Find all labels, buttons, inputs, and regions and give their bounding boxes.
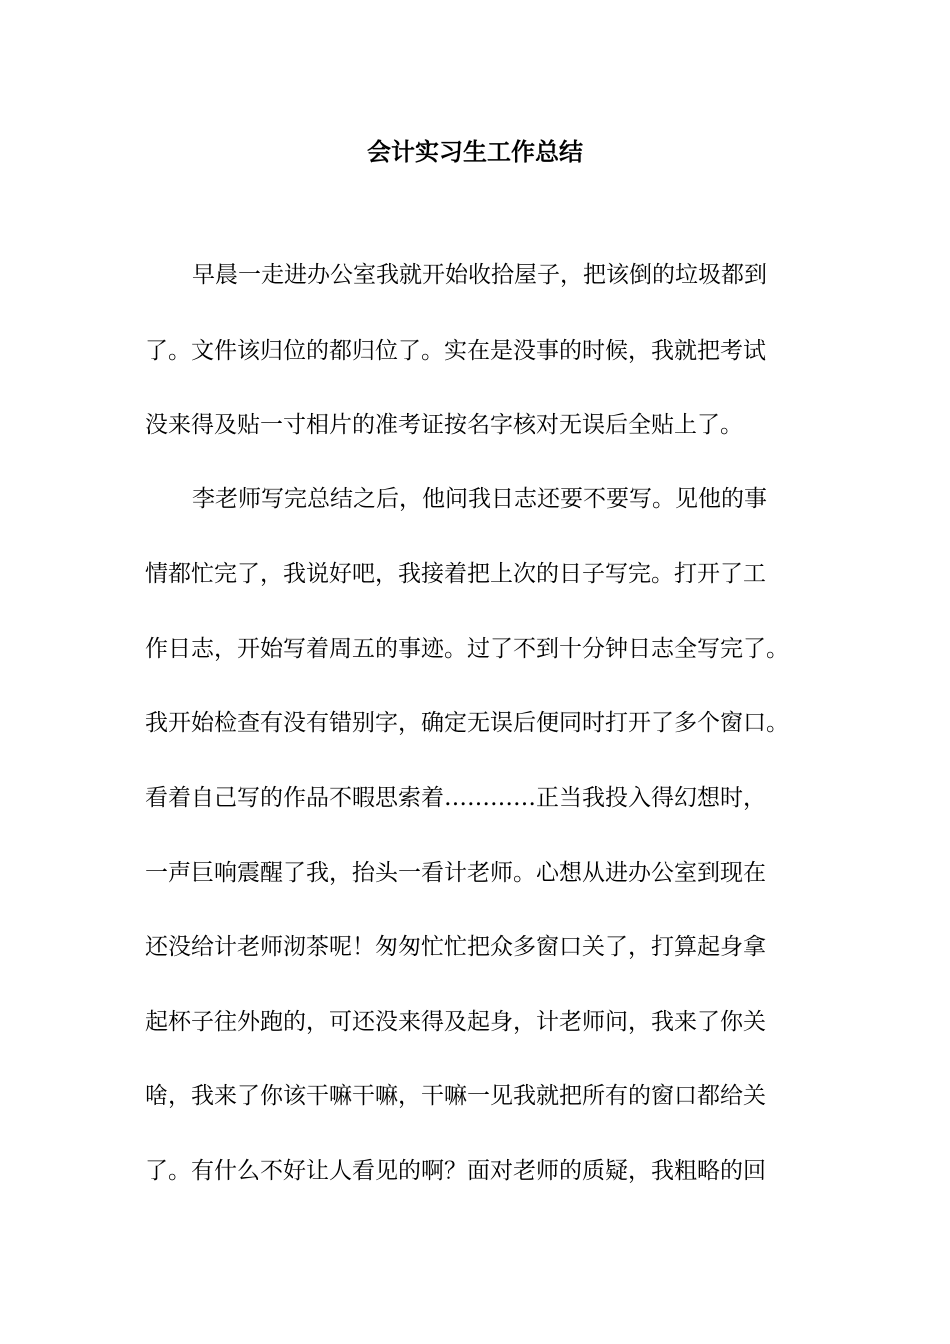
text-line-7: 我开始检查有没有错别字，确定无误后便同时打开了多个窗口。 — [145, 710, 789, 736]
text-line-6: 作日志，开始写着周五的事迹。过了不到十分钟日志全写完了。 — [145, 636, 789, 662]
text-line-8: 看着自己写的作品不暇思索着…………正当我投入得幻想时， — [145, 785, 766, 811]
text-line-12: 啥，我来了你该干嘛干嘛，干嘛一见我就把所有的窗口都给关 — [145, 1083, 766, 1109]
text-line-2: 了。文件该归位的都归位了。实在是没事的时候，我就把考试 — [145, 338, 766, 364]
text-line-10: 还没给计老师沏茶呢！匆匆忙忙把众多窗口关了，打算起身拿 — [145, 934, 766, 960]
text-line-4: 李老师写完总结之后，他问我日志还要不要写。见他的事 — [192, 486, 767, 512]
text-line-13: 了。有什么不好让人看见的啊？面对老师的质疑，我粗略的回 — [145, 1158, 766, 1184]
text-line-9: 一声巨响震醒了我，抬头一看计老师。心想从进办公室到现在 — [145, 860, 766, 886]
text-line-3: 没来得及贴一寸相片的准考证按名字核对无误后全贴上了。 — [145, 412, 743, 438]
text-line-1: 早晨一走进办公室我就开始收拾屋子，把该倒的垃圾都到 — [192, 262, 767, 288]
text-line-11: 起杯子往外跑的，可还没来得及起身，计老师问，我来了你关 — [145, 1009, 766, 1035]
document-title: 会计实习生工作总结 — [367, 137, 583, 166]
text-line-5: 情都忙完了，我说好吧，我接着把上次的日子写完。打开了工 — [145, 561, 766, 587]
